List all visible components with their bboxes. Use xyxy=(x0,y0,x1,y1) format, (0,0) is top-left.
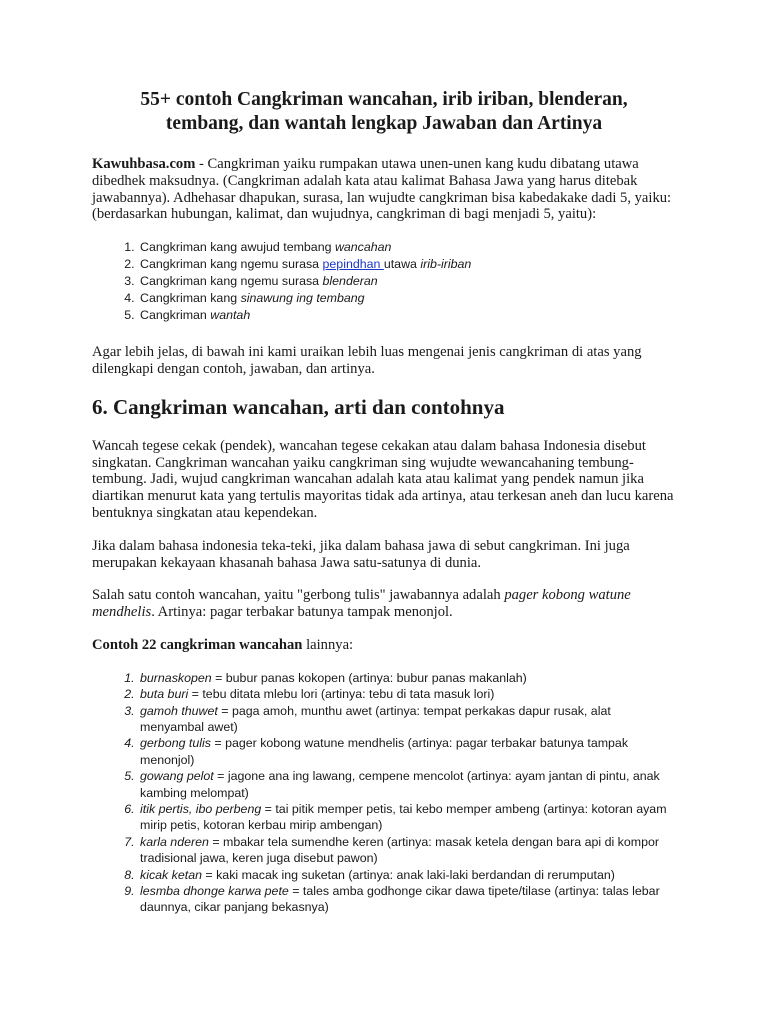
wancah-definition-paragraph: Wancah tegese cekak (pendek), wancahan tegese cekakan atau dalam bahasa Indonesia disebut singkatan. Cangkriman wancahan yaiku cangkriman sing wujudte wewancahaning tembung-tembung. Jadi, wujud cangkriman wancahan adalah kata atau kalimat yang pendek namun jika diartikan menurut kata yang tertulis mayoritas tidak ada artinya, atau terkesan aneh dan lucu karena bentuknya singkatan atau kependekan. xyxy=(92,437,674,521)
list-item: 1. burnaskopen = bubur panas kokopen (artinya: bubur panas makanlah) xyxy=(138,670,676,686)
teka-teki-paragraph: Jika dalam bahasa indonesia teka-teki, jika dalam bahasa jawa di sebut cangkriman. Ini juga merupakan kekayaan khasanah bahasa Jawa satu-satunya di dunia. xyxy=(92,537,630,571)
list-item: 6. itik pertis, ibo perbeng = tai pitik memper petis, tai kebo memper ambeng (artinya: kotoran ayam mirip petis, kotoran kerbau mirip ambengan) xyxy=(138,801,676,834)
list-item: 5. Cangkriman wantah xyxy=(138,307,676,324)
cangkriman-types-list xyxy=(92,239,676,324)
wancahan-examples-list xyxy=(92,670,676,916)
list-item: 3. Cangkriman kang ngemu surasa blenderan xyxy=(138,273,676,290)
list-item: 3. gamoh thuwet = paga amoh, munthu awet (artinya: tempat perkakas dapur rusak, alat menyambal awet) xyxy=(138,703,676,736)
title-line-1: 55+ contoh Cangkriman wancahan, irib iriban, blenderan, xyxy=(140,89,628,110)
list-item: 8. kicak ketan = kaki macak ing suketan (artinya: anak laki-laki berdandan di rerumputan) xyxy=(138,867,676,883)
list-item: 5. gowang pelot = jagone ana ing lawang, cempene mencolot (artinya: ayam jantan di pintu, anak kambing melompat) xyxy=(138,768,676,801)
list-item: 4. Cangkriman kang sinawung ing tembang xyxy=(138,290,676,307)
title-line-2: tembang, dan wantah lengkap Jawaban dan Artinya xyxy=(165,113,603,134)
page-title xyxy=(92,88,676,136)
example-paragraph: Salah satu contoh wancahan, yaitu "gerbong tulis" jawabannya adalah pager kobong watune mendhelis. Artinya: pagar terbakar batunya tampak menonjol. xyxy=(92,587,631,621)
list-item: 1. Cangkriman kang awujud tembang wancahan xyxy=(138,239,676,256)
section-heading: 6. Cangkriman wancahan, arti dan contohnya xyxy=(92,394,505,419)
list-item: 2. buta buri = tebu ditata mlebu lori (artinya: tebu di tata masuk lori) xyxy=(138,686,676,702)
list-item: 4. gerbong tulis = pager kobong watune mendhelis (artinya: pagar terbakar batunya tampak menonjol) xyxy=(138,735,676,768)
intro-text: - Cangkriman yaiku rumpakan utawa unen-unen kang kudu dibatang utawa dibedhek maksudnya. (Cangkriman adalah kata atau kalimat Bahasa Jawa yang harus ditebak jawabannya). Adhehasar dhapukan, surasa, lan wujudte cangkriman bisa kabedakake dadi 5, yaiku: (berdasarkan hubungan, kalimat, dan wujudnya, cangkriman di bagi menjadi 5, yaitu): xyxy=(92,156,672,223)
pepindhan-link[interactable]: pepindhan xyxy=(322,257,384,272)
intro-paragraph xyxy=(92,156,676,223)
list-item: 2. Cangkriman kang ngemu surasa pepindhan utawa irib-iriban xyxy=(138,256,676,273)
site-name: Kawuhbasa.com xyxy=(92,156,196,172)
list-item: 7. karla nderen = mbakar tela sumendhe keren (artinya: masak ketela dengan bara api di kompor tradisional jawa, keren juga disebut pawon) xyxy=(138,834,676,867)
explanation-paragraph: Agar lebih jelas, di bawah ini kami uraikan lebih luas mengenai jenis cangkriman di atas yang dilengkapi dengan contoh, jawaban, dan artinya. xyxy=(92,344,642,377)
examples-heading: Contoh 22 cangkriman wancahan lainnya: xyxy=(92,636,354,653)
list-item: 9. lesmba dhonge karwa pete = tales amba godhonge cikar dawa tipete/tilase (artinya: talas lebar daunnya, cikar panjang bekasnya) xyxy=(138,883,676,916)
